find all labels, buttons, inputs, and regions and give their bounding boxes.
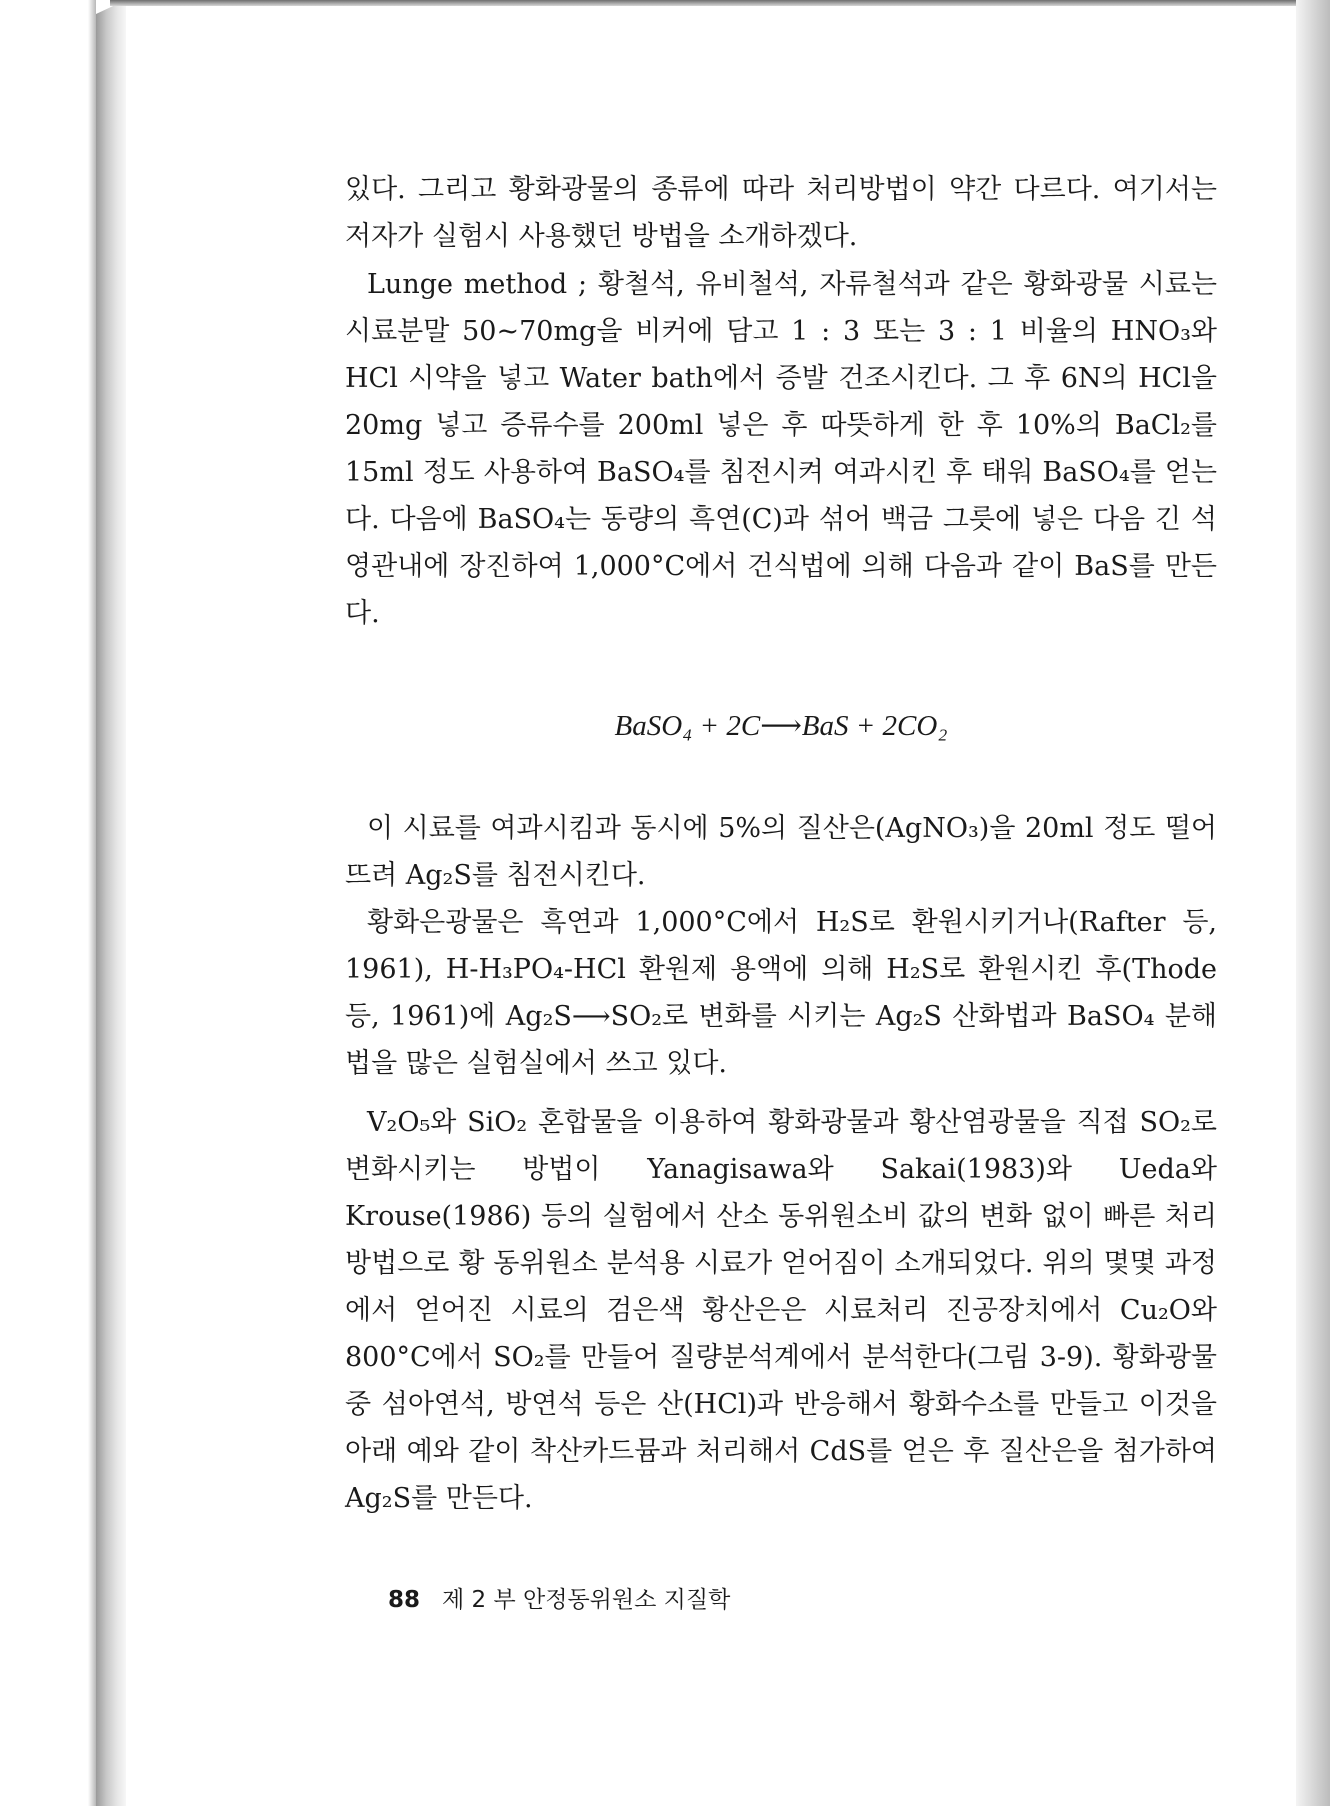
page-left-edge [96, 0, 126, 1806]
running-title: 제 2 부 안정동위원소 지질학 [442, 1587, 731, 1613]
paragraph-silver-sulfide [345, 899, 1217, 1087]
page-binding-line [88, 0, 96, 1806]
page-right-shadow [1296, 0, 1330, 1806]
paragraph-lunge-method [345, 261, 1217, 637]
chemical-equation: BaSO₄ + 2C⟶BaS + 2CO₂ [614, 710, 948, 742]
page-number: 88 [388, 1587, 421, 1613]
paragraph-v2o5-method [345, 1099, 1217, 1522]
paragraph-text: 이 시료를 여과시킴과 동시에 5%의 질산은(AgNO₃)을 20ml 정도 떨어뜨려 Ag₂S를 침전시킨다. [345, 813, 1217, 891]
paragraph-text: 있다. 그리고 황화광물의 종류에 따라 처리방법이 약간 다르다. 여기서는 저자가 실험시 사용했던 방법을 소개하겠다. [345, 174, 1217, 252]
paragraph-text: Lunge method ; 황철석, 유비철석, 자류철석과 같은 황화광물 시료는 시료분말 50~70mg을 비커에 담고 1 : 3 또는 3 : 1 비율의 HNO₃와 HCl 시약을 넣고 Water bath에서 증발 건조시킨다. 그 후 6N의 HCl을 20mg 넣고 증류수를 200ml 넣은 후 따뜻하게 한 후 10%의 BaCl₂를 15ml 정도 사용하여 BaSO₄를 침전시켜 여과시킨 후 태워 BaSO₄를 얻는다. 다음에 BaSO₄는 동량의 흑연(C)과 섞어 백금 그릇에 넣은 다음 긴 석영관내에 장진하여 1,000°C에서 건식법에 의해 다음과 같이 BaS를 만든다. [345, 269, 1217, 629]
paragraph-silver-nitrate [345, 805, 1217, 899]
page-footer [388, 1581, 730, 1614]
paragraph-text: 황화은광물은 흑연과 1,000°C에서 H₂S로 환원시키거나(Rafter 등, 1961), H-H₃PO₄-HCl 환원제 용액에 의해 H₂S로 환원시킨 후(Thode 등, 1961)에 Ag₂S⟶SO₂로 변화를 시키는 Ag₂S 산화법과 BaSO₄ 분해법을 많은 실험실에서 쓰고 있다. [345, 907, 1217, 1079]
paragraph-continued [345, 166, 1217, 260]
paragraph-text: V₂O₅와 SiO₂ 혼합물을 이용하여 황화광물과 황산염광물을 직접 SO₂로 변화시키는 방법이 Yanagisawa와 Sakai(1983)와 Ueda와 Krouse(1986) 등의 실험에서 산소 동위원소비 값의 변화 없이 빠른 처리방법으로 황 동위원소 분석용 시료가 얻어짐이 소개되었다. 위의 몇몇 과정에서 얻어진 시료의 검은색 황산은은 시료처리 진공장치에서 Cu₂O와 800°C에서 SO₂를 만들어 질량분석계에서 분석한다(그림 3-9). 황화광물 중 섬아연석, 방연석 등은 산(HCl)과 반응해서 황화수소를 만들고 이것을 아래 예와 같이 착산카드뮴과 처리해서 CdS를 얻은 후 질산은을 첨가하여 Ag₂S를 만든다. [345, 1107, 1217, 1514]
